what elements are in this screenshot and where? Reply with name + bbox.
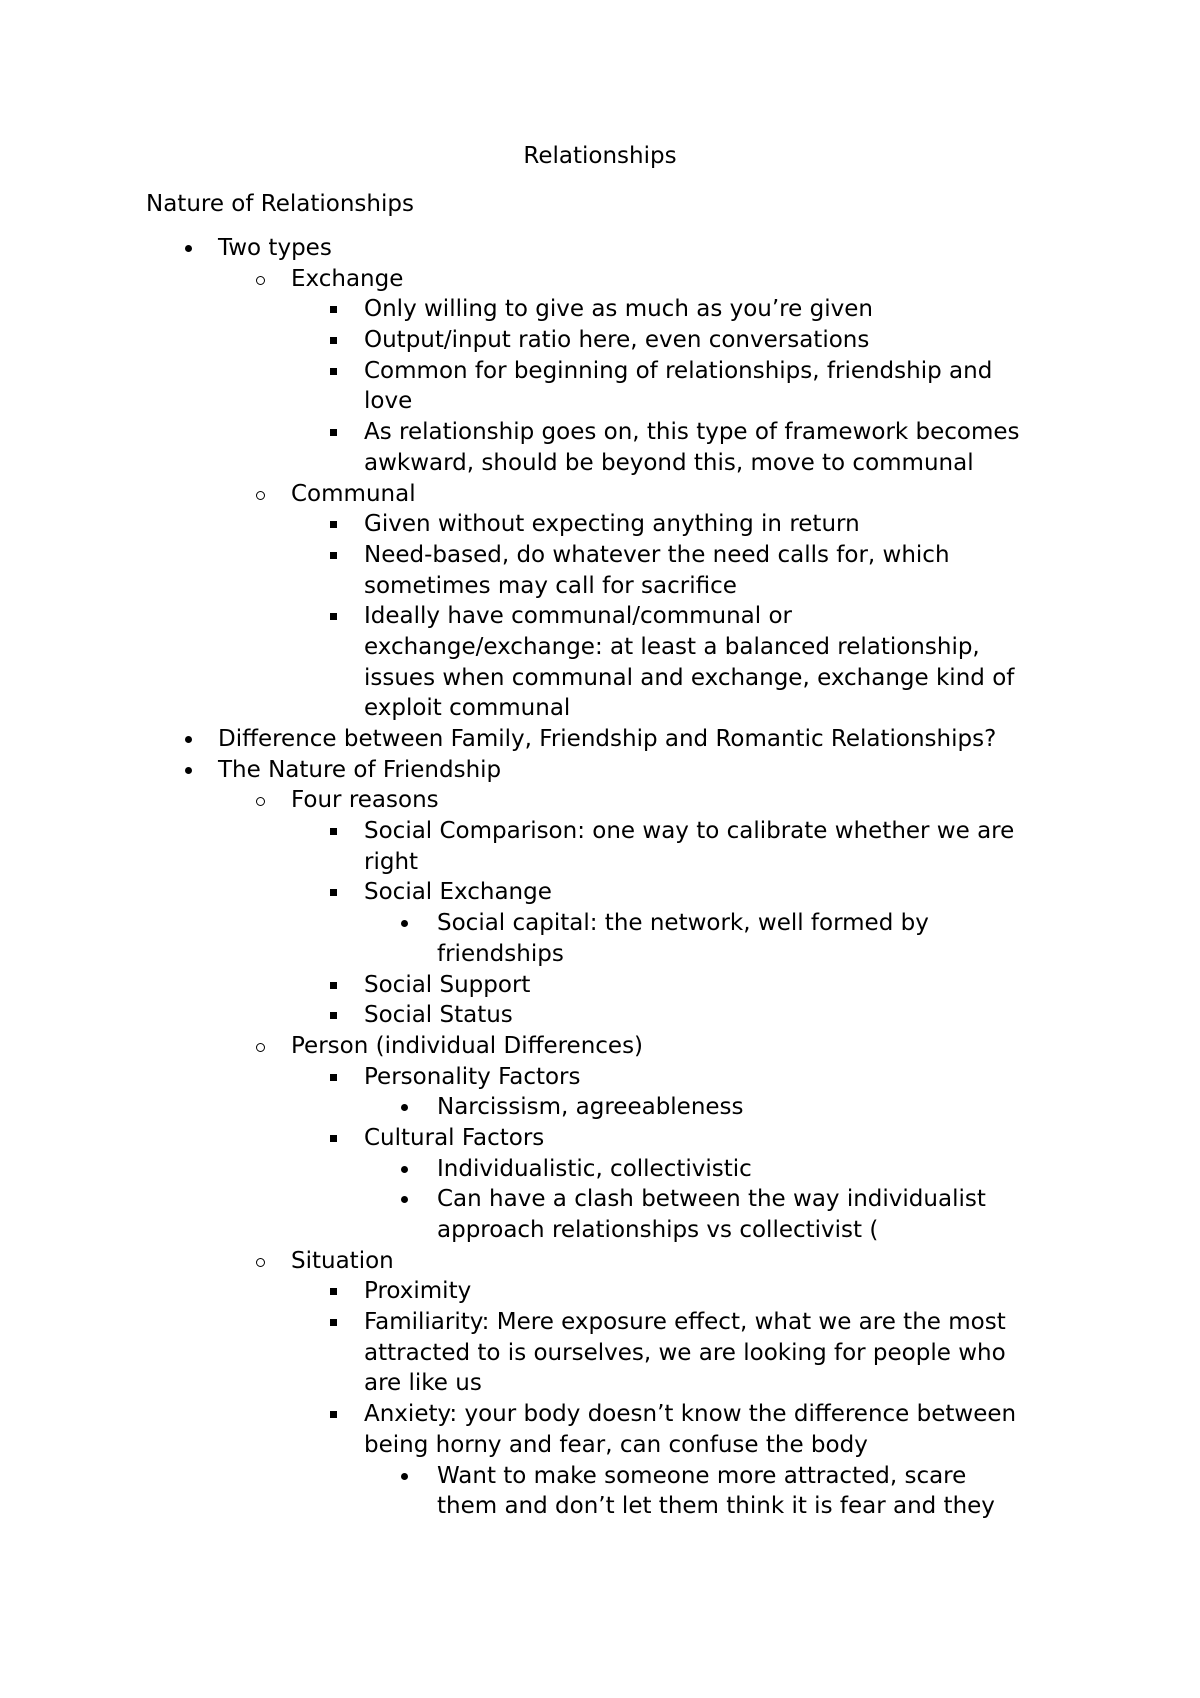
- list-item: [0, 877, 1200, 908]
- list-item-text: Communal: [291, 480, 416, 507]
- list-item-text: being horny and fear, can confuse the body: [364, 1431, 868, 1458]
- list-item-text: are like us: [364, 1370, 482, 1397]
- list-item: [0, 1092, 1200, 1123]
- list-item-text: issues when communal and exchange, exchange kind of: [364, 664, 1015, 691]
- list-item-text: The Nature of Friendship: [218, 756, 502, 783]
- list-item-continuation: [0, 448, 1200, 479]
- list-item: [0, 724, 1200, 755]
- list-item-continuation: [0, 1368, 1200, 1399]
- bullet-disc-icon: [401, 920, 408, 927]
- bullet-circle-icon: [256, 1043, 265, 1052]
- document-title: Relationships: [523, 143, 677, 169]
- list-item: [0, 325, 1200, 356]
- bullet-square-icon: [330, 889, 337, 896]
- list-item-continuation: [0, 663, 1200, 694]
- bullet-disc-icon: [185, 245, 192, 252]
- list-item-text: Individualistic, collectivistic: [437, 1155, 752, 1182]
- list-item: [0, 294, 1200, 325]
- bullet-square-icon: [330, 552, 337, 559]
- list-item-text: Social capital: the network, well formed by: [437, 910, 929, 937]
- bullet-square-icon: [330, 1411, 337, 1418]
- list-item-text: Social Comparison: one way to calibrate whether we are: [364, 818, 1015, 845]
- list-item-text: As relationship goes on, this type of framework becomes: [364, 419, 1020, 446]
- list-item-continuation: [0, 1215, 1200, 1246]
- list-item: [0, 1062, 1200, 1093]
- list-item-text: Personality Factors: [364, 1063, 581, 1090]
- list-item: [0, 1000, 1200, 1031]
- list-item-text: Common for beginning of relationships, friendship and: [364, 357, 993, 384]
- list-item: [0, 908, 1200, 939]
- bullet-circle-icon: [256, 797, 265, 806]
- bullet-disc-icon: [401, 1166, 408, 1173]
- bullet-disc-icon: [401, 1196, 408, 1203]
- list-item-continuation: [0, 571, 1200, 602]
- list-item-text: Output/input ratio here, even conversations: [364, 327, 870, 354]
- list-item: [0, 601, 1200, 632]
- bullet-circle-icon: [256, 1258, 265, 1267]
- list-item-continuation: [0, 1338, 1200, 1369]
- bullet-square-icon: [330, 1012, 337, 1019]
- list-item: [0, 1276, 1200, 1307]
- list-item-text: exploit communal: [364, 695, 571, 722]
- list-item-text: awkward, should be beyond this, move to communal: [364, 449, 974, 476]
- bullet-square-icon: [330, 521, 337, 528]
- list-item-text: right: [364, 848, 419, 875]
- list-item: [0, 509, 1200, 540]
- bullet-circle-icon: [256, 276, 265, 285]
- bullet-square-icon: [330, 1135, 337, 1142]
- bullet-disc-icon: [401, 1104, 408, 1111]
- list-item-text: Social Support: [364, 971, 531, 998]
- list-item-text: Exchange: [291, 265, 404, 292]
- list-item: [0, 755, 1200, 786]
- list-item: [0, 540, 1200, 571]
- bullet-square-icon: [330, 368, 337, 375]
- list-item-text: Familiarity: Mere exposure effect, what we are the most: [364, 1309, 1006, 1336]
- list-item: [0, 816, 1200, 847]
- list-item-text: Can have a clash between the way individualist: [437, 1186, 986, 1213]
- list-item-text: Proximity: [364, 1278, 472, 1305]
- list-item: [0, 1184, 1200, 1215]
- bullet-square-icon: [330, 828, 337, 835]
- list-item: [0, 1399, 1200, 1430]
- list-item: [0, 785, 1200, 816]
- bullet-disc-icon: [185, 767, 192, 774]
- list-item-text: Person (individual Differences): [291, 1032, 644, 1059]
- list-item: [0, 1246, 1200, 1277]
- bullet-square-icon: [330, 337, 337, 344]
- list-item: [0, 417, 1200, 448]
- list-item-text: Given without expecting anything in return: [364, 511, 860, 538]
- bullet-square-icon: [330, 1288, 337, 1295]
- list-item-continuation: [0, 693, 1200, 724]
- list-item: [0, 1123, 1200, 1154]
- list-item-text: Cultural Factors: [364, 1124, 545, 1151]
- bullet-square-icon: [330, 613, 337, 620]
- list-item-text: Social Exchange: [364, 879, 552, 906]
- list-item-text: Social Status: [364, 1002, 513, 1029]
- list-item: [0, 970, 1200, 1001]
- bullet-square-icon: [330, 982, 337, 989]
- list-item-text: attracted to is ourselves, we are looking for people who: [364, 1339, 1006, 1366]
- list-item: [0, 1154, 1200, 1185]
- bullet-square-icon: [330, 1319, 337, 1326]
- bullet-disc-icon: [185, 736, 192, 743]
- list-item-text: Want to make someone more attracted, scare: [437, 1462, 967, 1489]
- list-item: [0, 264, 1200, 295]
- list-item-continuation: [0, 632, 1200, 663]
- list-item-text: Situation: [291, 1247, 394, 1274]
- list-item-text: exchange/exchange: at least a balanced relationship,: [364, 633, 980, 660]
- list-item-text: Difference between Family, Friendship and Romantic Relationships?: [218, 726, 997, 752]
- list-item-text: Four reasons: [291, 787, 439, 814]
- list-item-text: Anxiety: your body doesn’t know the difference between: [364, 1401, 1017, 1428]
- list-item-continuation: [0, 1430, 1200, 1461]
- list-item-text: sometimes may call for sacrifice: [364, 572, 737, 599]
- list-item: [0, 479, 1200, 510]
- list-item-continuation: [0, 939, 1200, 970]
- list-item-text: them and don’t let them think it is fear and they: [437, 1493, 995, 1520]
- list-item-text: Ideally have communal/communal or: [364, 603, 792, 630]
- bullet-circle-icon: [256, 491, 265, 500]
- bullet-square-icon: [330, 1074, 337, 1081]
- list-item-text: Need-based, do whatever the need calls for, which: [364, 541, 950, 568]
- list-item-text: friendships: [437, 940, 564, 967]
- list-item: [0, 233, 1200, 264]
- list-item-text: approach relationships vs collectivist (: [437, 1217, 879, 1243]
- bullet-square-icon: [330, 429, 337, 436]
- list-item-text: love: [364, 388, 413, 415]
- list-item-text: Two types: [218, 235, 332, 261]
- outline-list: [0, 233, 1200, 1522]
- list-item-continuation: [0, 847, 1200, 878]
- bullet-disc-icon: [401, 1473, 408, 1480]
- list-item: [0, 1307, 1200, 1338]
- bullet-square-icon: [330, 306, 337, 313]
- list-item-text: Only willing to give as much as you’re given: [364, 296, 873, 323]
- list-item: [0, 1461, 1200, 1492]
- list-item-text: Narcissism, agreeableness: [437, 1094, 744, 1121]
- list-item: [0, 356, 1200, 387]
- list-item-continuation: [0, 1491, 1200, 1522]
- list-item: [0, 1031, 1200, 1062]
- section-heading: Nature of Relationships: [146, 191, 414, 217]
- list-item-continuation: [0, 386, 1200, 417]
